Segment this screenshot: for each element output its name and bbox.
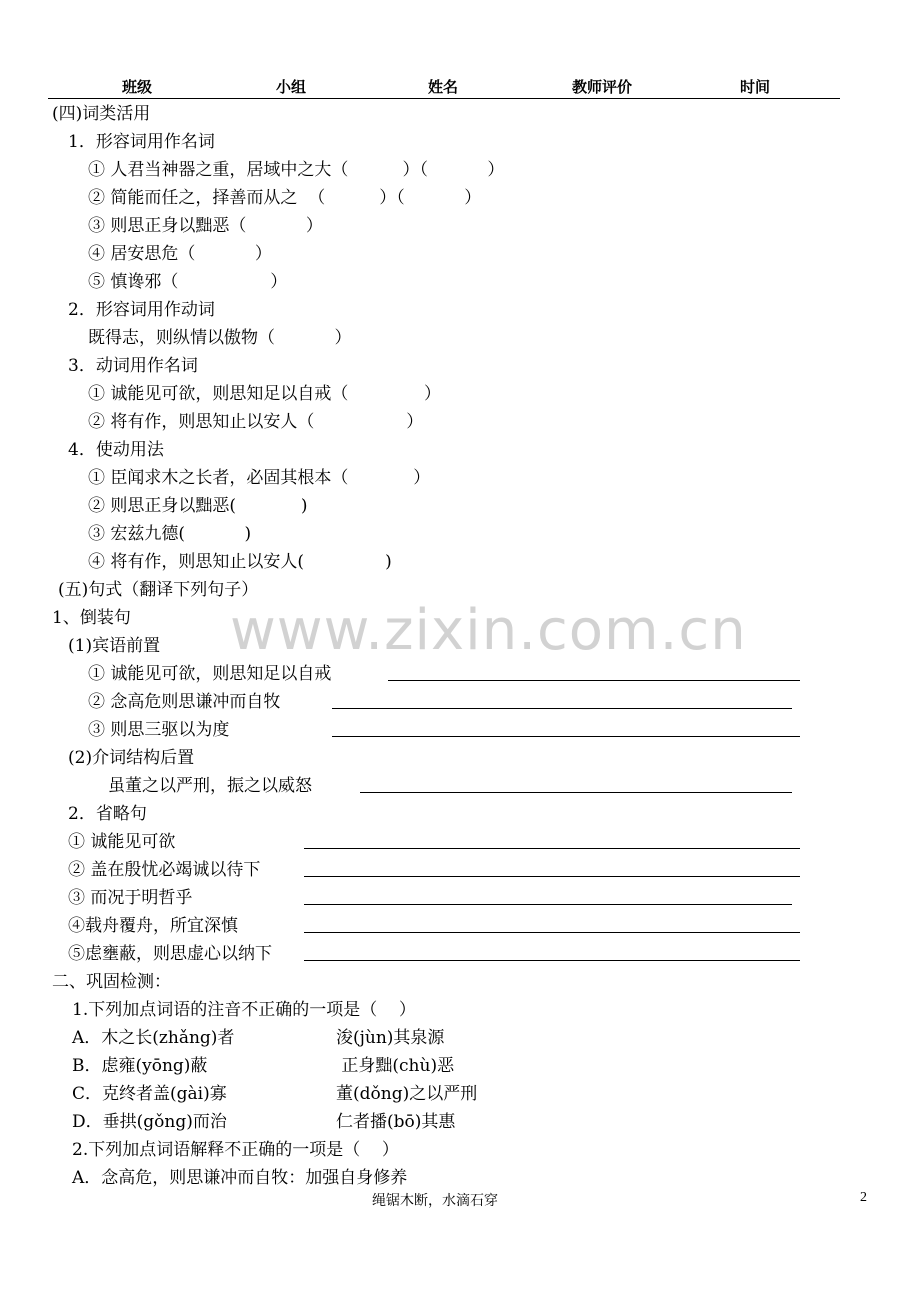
subsection-title: (2)介词结构后置	[68, 748, 195, 768]
section-title: (四)词类活用	[52, 104, 151, 124]
answer-line[interactable]	[360, 792, 792, 793]
watermark: www.zixin.com.cn	[230, 598, 747, 663]
list-item: ② 简能而任之，择善而从之 （ ）（ ）	[88, 188, 482, 208]
list-item: ② 则思正身以黜恶( )	[88, 496, 308, 516]
question-stem: 2.下列加点词语解释不正确的一项是（ ）	[72, 1140, 399, 1160]
header-teacher-eval-label: 教师评价	[572, 78, 633, 96]
list-item: ② 盖在殷忧必竭诚以待下	[68, 860, 261, 880]
option-left: D．垂拱(gǒng)而治	[72, 1112, 227, 1132]
subsection-title: 2．省略句	[68, 804, 147, 824]
option-right: 仁者播(bō)其惠	[336, 1112, 456, 1132]
list-item: ⑤虑壅蔽，则思虚心以纳下	[68, 944, 272, 964]
header-time-label: 时间	[740, 78, 771, 96]
answer-line[interactable]	[304, 904, 792, 905]
list-item: 既得志，则纵情以傲物（ ）	[88, 328, 352, 348]
list-item: ⑤ 慎谗邪（ ）	[88, 272, 288, 292]
answer-line[interactable]	[304, 876, 800, 877]
section-title: (五)句式（翻译下列句子）	[58, 580, 259, 600]
page-number: 2	[860, 1190, 867, 1205]
option-left: A．念高危，则思谦冲而自牧：加强自身修养	[72, 1168, 408, 1188]
section-title: 二、巩固检测：	[52, 972, 171, 992]
list-item: ② 念高危则思谦冲而自牧	[88, 692, 281, 712]
list-item: ③ 而况于明哲乎	[68, 888, 193, 908]
list-item: ② 将有作，则思知止以安人（ ）	[88, 412, 424, 432]
subsection-title: 1．形容词用作名词	[68, 132, 215, 152]
header-name-label: 姓名	[428, 78, 459, 96]
list-item: ① 诚能见可欲，则思知足以自戒（ ）	[88, 384, 442, 404]
list-item: ① 诚能见可欲，则思知足以自戒	[88, 664, 332, 684]
list-item: ① 诚能见可欲	[68, 832, 176, 852]
subsection-title: 1、倒装句	[52, 608, 131, 628]
option-left: A．木之长(zhǎng)者	[72, 1028, 235, 1048]
subsection-title: 4．使动用法	[68, 440, 164, 460]
subsection-title: 3．动词用作名词	[68, 356, 198, 376]
answer-line[interactable]	[332, 708, 792, 709]
list-item: ④ 将有作，则思知止以安人( )	[88, 552, 392, 572]
list-item: ① 臣闻求木之长者，必固其根本（ ）	[88, 468, 431, 488]
question-stem: 1.下列加点词语的注音不正确的一项是（ ）	[72, 1000, 416, 1020]
answer-line[interactable]	[304, 848, 800, 849]
answer-line[interactable]	[332, 736, 800, 737]
list-item: ④载舟覆舟，所宜深慎	[68, 916, 238, 936]
answer-line[interactable]	[304, 932, 800, 933]
option-right: 浚(jùn)其泉源	[336, 1028, 445, 1048]
list-item: ① 人君当神器之重，居域中之大（ ）（ ）	[88, 160, 505, 180]
option-left: B．虑雍(yōng)蔽	[72, 1056, 208, 1076]
option-right: 董(dǒng)之以严刑	[336, 1084, 478, 1104]
subsection-title: 2．形容词用作动词	[68, 300, 215, 320]
option-right: 正身黜(chù)恶	[336, 1056, 455, 1076]
header-group-label: 小组	[276, 78, 307, 96]
header-divider	[48, 98, 840, 99]
answer-line[interactable]	[304, 960, 800, 961]
list-item: ③ 则思正身以黜恶（ ）	[88, 216, 323, 236]
list-item: 虽董之以严刑，振之以威怒	[108, 776, 312, 796]
header-class-label: 班级	[122, 78, 153, 96]
option-left: C．克终者盖(gài)寡	[72, 1084, 227, 1104]
list-item: ③ 则思三驱以为度	[88, 720, 230, 740]
answer-line[interactable]	[388, 680, 800, 681]
subsection-title: (1)宾语前置	[68, 636, 161, 656]
footer-motto: 绳锯木断，水滴石穿	[372, 1193, 498, 1209]
list-item: ④ 居安思危（ ）	[88, 244, 272, 264]
list-item: ③ 宏兹九德( )	[88, 524, 252, 544]
